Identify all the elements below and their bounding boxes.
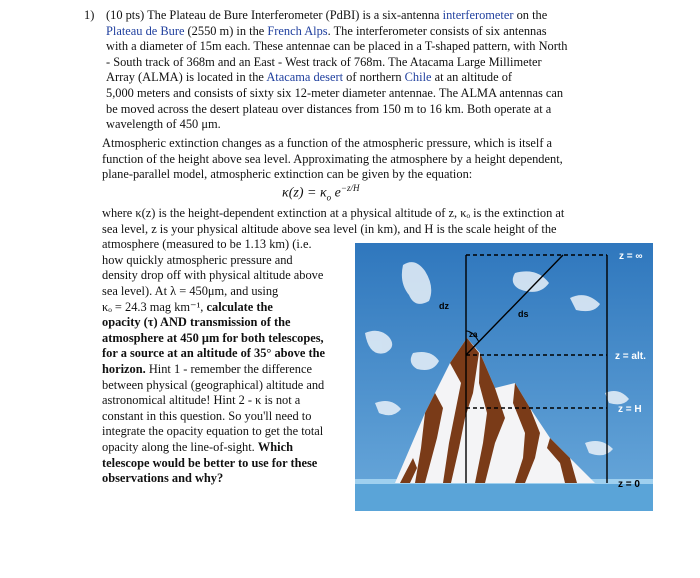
p1-line-2 (106, 24, 547, 40)
label-z-alt: z = alt. (615, 351, 646, 362)
p3-line-16 (102, 440, 293, 456)
p3-line-8: opacity (τ) AND transmission of the (102, 315, 291, 330)
p1-line-2-text: (2550 m) in the (184, 23, 268, 38)
link-french-alps[interactable]: French Alps (267, 23, 328, 38)
p3-line-12: between physical (geographical) altitude and (102, 377, 325, 392)
equation-exponent: −z/H (340, 183, 360, 193)
p1-line-6: 5,000 meters and consists of sixty six 12-meter diameter antennae. The ALMA antennas can (106, 86, 564, 100)
p3-line-4: how quickly atmospheric pressure and (102, 252, 293, 267)
sea (355, 481, 653, 511)
p3-line-16-bold: Which (257, 440, 294, 454)
label-ds: ds (518, 309, 529, 319)
equation-lhs: κ(z) = κ (282, 185, 327, 201)
label-dz: dz (439, 301, 449, 311)
p1-line-8: wavelength of 450 μm. (106, 117, 221, 132)
p3-line-6: sea level). At λ = 450μm, and using (102, 284, 279, 298)
p1-line-5-tail: at an altitude of (431, 70, 513, 85)
p2-line-1: Atmospheric extinction changes as a function of the atmospheric pressure, which is itself a (102, 136, 553, 150)
p3-line-18: observations and why? (102, 471, 224, 486)
p1-line-4: - South track of 368m and an East - West track of 768m. The Atacama Large Millimeter (106, 54, 542, 69)
p3-line-7 (102, 300, 273, 316)
p3-line-11-bold: horizon. (102, 362, 146, 376)
label-z-h: z = H (618, 404, 642, 415)
link-interferometer[interactable]: interferometer (442, 8, 514, 22)
p1-line-7: be moved across the desert plateau over distances from 150 m to 16 km. Both operate at a (106, 101, 552, 116)
p1-line-5-mid: of northern (343, 70, 405, 85)
link-atacama-desert[interactable]: Atacama desert (266, 70, 344, 85)
question-number: 1) (84, 8, 95, 22)
p3-line-7-bold: calculate the (206, 299, 273, 314)
p3-line-16-text: opacity along the line-of-sight. (102, 440, 258, 454)
p3-line-10: for a source at an altitude of 35° above the (102, 346, 326, 361)
p1-line-3: with a diameter of 15m each. These antennae can be placed in a T-shaped pattern, with North (106, 39, 568, 54)
p3-line-14: constant in this question. So you'll need to (102, 408, 312, 423)
p3-line-11 (102, 362, 312, 378)
p2-line-2: function of the height above sea level. Approximating the atmosphere by a height dependent, (102, 151, 563, 166)
p3-line-9: atmosphere at 450 μm for both telescopes, (102, 330, 324, 345)
p1-line-1-text: (10 pts) The Plateau de Bure Interferometer (PdBI) is a six-antenna (106, 8, 443, 22)
p3-line-2: sea level, z is your physical altitude above sea level (in km), and H is the scale height of the (102, 221, 557, 236)
p3-line-15: integrate the opacity equation to get the total (102, 424, 324, 439)
p1-line-1 (106, 8, 547, 24)
p3-line-13: astronomical altitude! Hint 2 - κ is not a (102, 393, 301, 408)
p1-line-5 (106, 70, 512, 86)
label-za: za (469, 330, 478, 339)
label-z-infinity: z = ∞ (619, 251, 643, 262)
p1-line-5-text: Array (ALMA) is located in the (106, 70, 267, 85)
link-plateau-de-bure[interactable]: Plateau de Bure (106, 23, 185, 38)
p3-line-1: where κ(z) is the height-dependent extinction at a physical altitude of z, κₒ is the extinction at (102, 206, 565, 220)
p3-line-5: density drop off with physical altitude above (102, 268, 324, 283)
p3-line-17: telescope would be better to use for these (102, 455, 318, 470)
equation-base: e (331, 185, 341, 201)
p3-line-3: atmosphere (measured to be 1.13 km) (i.e. (102, 237, 312, 252)
extinction-equation (282, 183, 359, 202)
p2-line-3: plane-parallel model, atmospheric extinction can be given by the equation: (102, 167, 473, 182)
p3-line-11-text: Hint 1 - remember the difference (145, 362, 312, 376)
label-z-zero: z = 0 (618, 479, 640, 490)
p1-line-1-tail: on the (513, 8, 548, 22)
p1-line-2-tail: . The interferometer consists of six antennas (327, 23, 547, 38)
link-chile[interactable]: Chile (404, 70, 432, 85)
equation-subscript: o (326, 192, 332, 203)
p3-line-7-text: κₒ = 24.3 mag km⁻¹, (102, 299, 207, 314)
atmosphere-diagram (355, 243, 653, 511)
